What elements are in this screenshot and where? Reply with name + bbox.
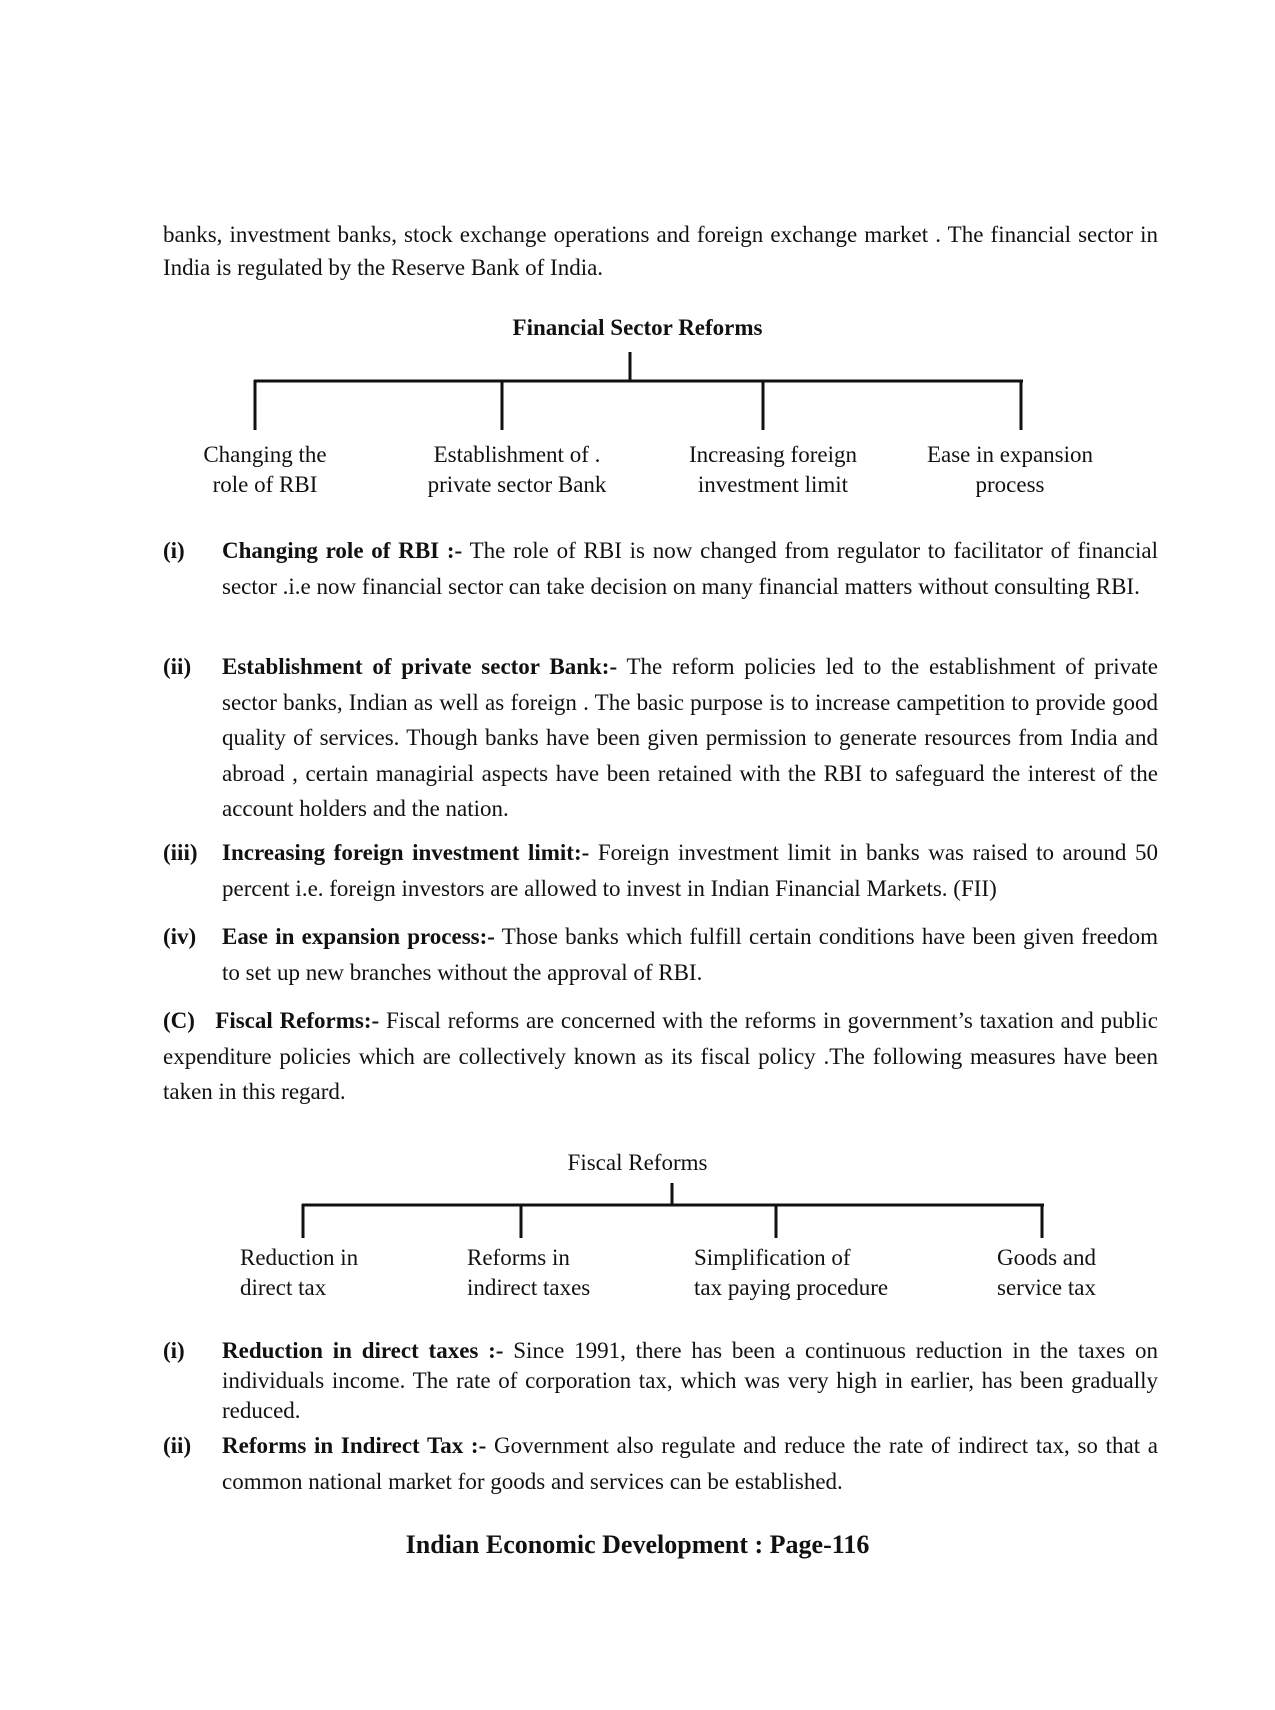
list-item: (iv) Ease in expansion process:- Those banks which fulfill certain conditions have been given freedom to set up new branches without the approval of RBI.: [163, 924, 1159, 985]
fiscal-node-tax-procedure: Simplification of tax paying procedure: [694, 1245, 889, 1300]
list-item: (i) Changing role of RBI :- The role of RBI is now changed from regulator to facilitator of financial sector .i.e now financial sector can take decision on many financial matters without consulting RBI.: [163, 538, 1158, 599]
page-footer: Indian Economic Development : Page-116: [405, 1530, 870, 1559]
list-item: (iii) Increasing foreign investment limit:- Foreign investment limit in banks was raised to around 50 percent i.e. foreign investors are allowed to invest in Indian Financial Markets. (FII): [163, 840, 1158, 901]
fiscal-node-direct-tax: Reduction in direct tax: [240, 1245, 359, 1300]
financial-node-foreign-investment: Increasing foreign investment limit: [689, 442, 857, 497]
financial-diagram-title: Financial Sector Reforms: [512, 315, 763, 340]
fiscal-node-gst: Goods and service tax: [997, 1245, 1097, 1300]
fiscal-diagram-title: Fiscal Reforms: [567, 1150, 708, 1175]
financial-node-expansion: Ease in expansion process: [926, 442, 1094, 497]
intro-paragraph: banks, investment banks, stock exchange operations and foreign exchange market . The financial sector in India is regulated by the Reserve Bank of India.: [163, 222, 1158, 280]
list-item: (ii) Establishment of private sector Bank:- The reform policies led to the establishment of private sector banks, Indian as well as foreign . The basic purpose is to increase campetition to provide good quality of services. Though banks have been given permission to generate resources from India and abroad , certain managirial aspects have been retained with the RBI to safeguard the interest of the account holders and the nation.: [163, 654, 1158, 821]
fiscal-diagram-connectors: [302, 1183, 1044, 1238]
financial-node-rbi: Changing the role of RBI: [203, 442, 327, 497]
financial-node-private-bank: Establishment of . private sector Bank: [427, 442, 607, 497]
financial-diagram-connectors: [254, 352, 1023, 430]
fiscal-node-indirect-taxes: Reforms in indirect taxes: [467, 1245, 591, 1300]
list-item: (i) Reduction in direct taxes :- Since 1991, there has been a continuous reduction in the taxes on individuals income. The rate of corporation tax, which was very high in earlier, has been gradually reduced.: [163, 1338, 1158, 1423]
list-item: (ii) Reforms in Indirect Tax :- Government also regulate and reduce the rate of indirect tax, so that a common national market for goods and services can be established.: [163, 1433, 1159, 1494]
fiscal-intro-paragraph: (C) Fiscal Reforms:- Fiscal reforms are concerned with the reforms in government’s taxation and public expenditure policies which are collectively known as its fiscal policy .The following measures have been taken in this regard.: [163, 1008, 1158, 1104]
